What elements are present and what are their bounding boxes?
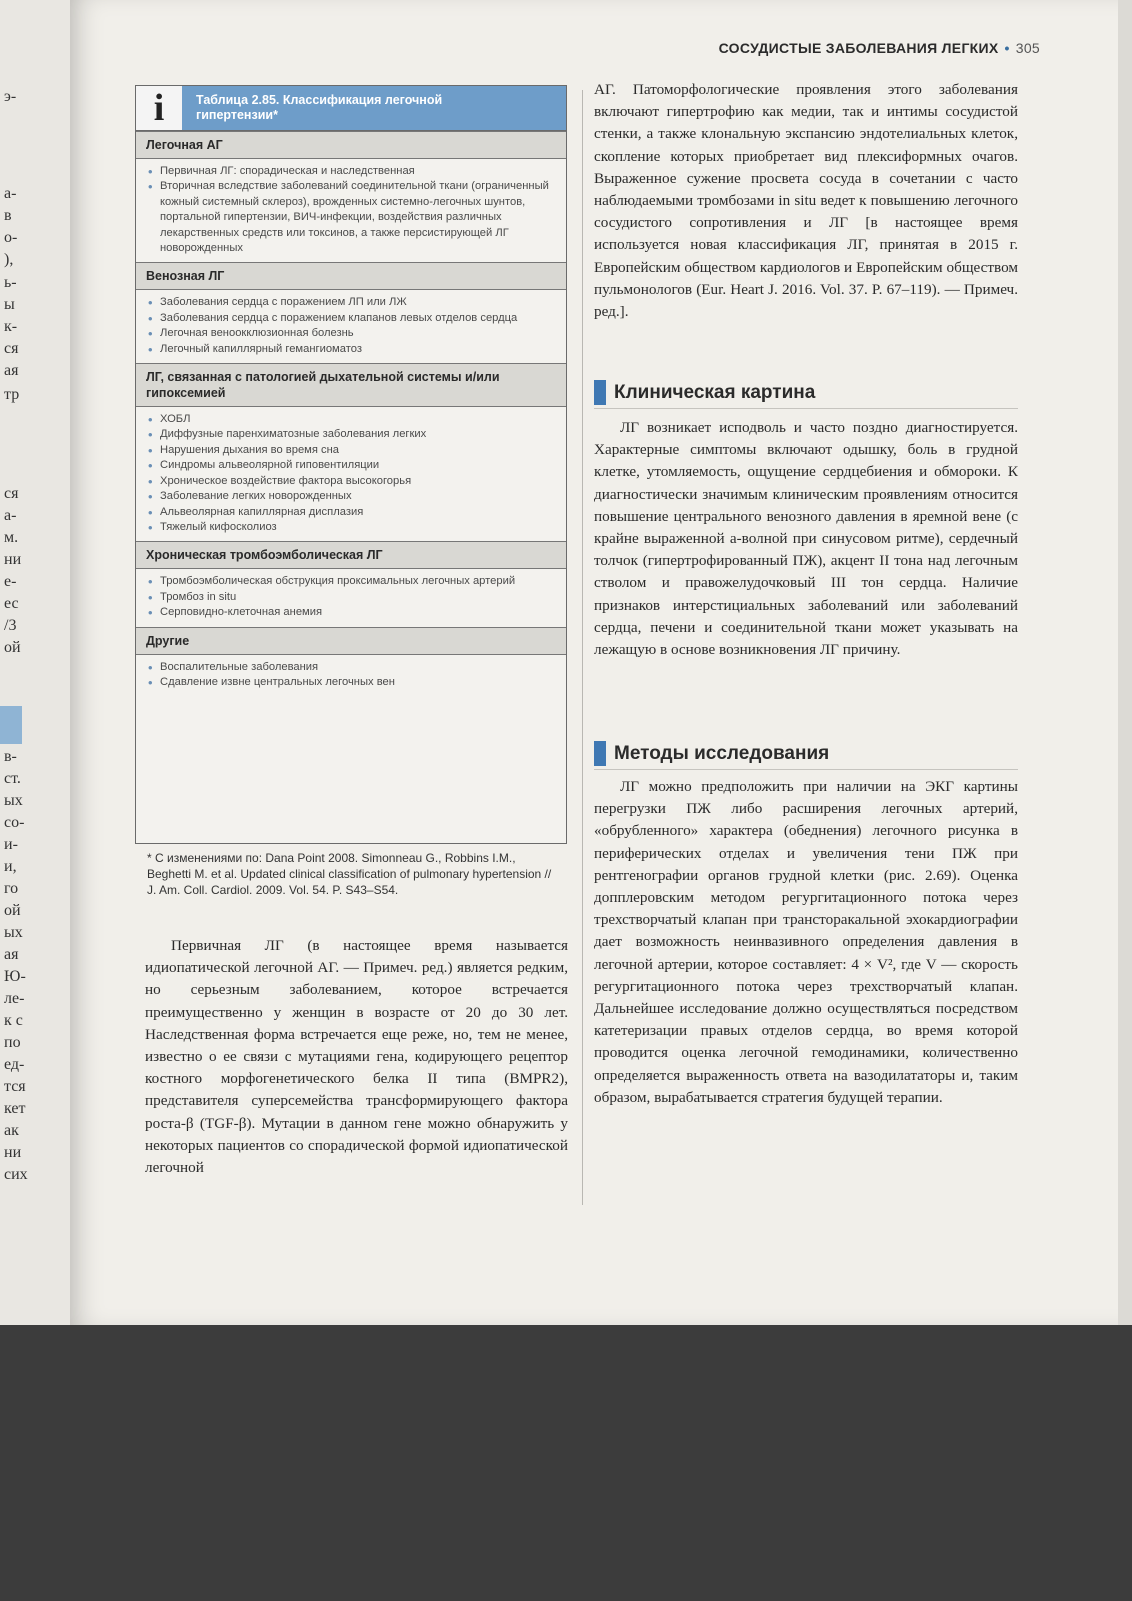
previous-page-fragment: со-	[4, 814, 25, 831]
bullet-icon: •	[148, 589, 153, 605]
previous-page-fragment: м.	[4, 529, 19, 546]
methods-paragraph: ЛГ можно предположить при наличии на ЭКГ картины перегрузки ПЖ либо расширения легочных артерий, «обрубленного» характера (обеднения) легочного рисунка в периферических отделах и увеличения тени ПЖ при рентгенографии органов грудной клетки (рис. 2.69). Оценка допплеровским методом регургитационного потока через трехстворчатый клапан при трансторакальной эхокардиографии дает возможность неинвазивного определения давления в легочной артерии, которое составляет: 4 × V², где V — скорость регургитационного потока через трехстворчатый клапан. Дальнейшее исследование должно осуществляться посредством катетеризации правых отделов сердца, во время которой проводится оценка легочной гемодинамики, количественно определяется выраженность ответа на вазодилататоры и, таким образом, вырабатывается стратегия будущей терапии.	[594, 778, 1018, 1106]
table-section-header: Другие	[136, 627, 566, 655]
table-list-item	[148, 675, 556, 690]
table-list-item-text: Легочный капиллярный гемангиоматоз	[160, 342, 362, 355]
previous-page-fragment: к с	[4, 1012, 23, 1029]
previous-page-fragment: /3	[4, 617, 17, 634]
table-list-item	[148, 326, 556, 341]
bullet-icon: •	[148, 442, 153, 458]
heading-bar	[594, 741, 606, 766]
table-list-item-text: Тромбоэмболическая обструкция проксимальных легочных артерий	[160, 575, 516, 588]
previous-page-fragment: ),	[4, 251, 14, 268]
previous-page-fragment: по	[4, 1034, 21, 1051]
bullet-icon: •	[148, 427, 153, 443]
table-section-body	[136, 159, 566, 262]
previous-page-fragment: ых	[4, 792, 23, 809]
table-list-item	[148, 342, 556, 357]
table-list-item-text: Первичная ЛГ: спорадическая и наследственная	[160, 165, 415, 177]
previous-page-fragment: в	[4, 207, 12, 224]
running-head	[600, 40, 1040, 56]
table-list-item	[148, 489, 556, 504]
previous-page-fragment: ь-	[4, 274, 17, 291]
previous-page-fragment: тся	[4, 1078, 26, 1095]
heading-methods-text: Методы исследования	[614, 742, 830, 764]
bullet-icon: •	[148, 519, 153, 535]
page-number: 305	[1015, 40, 1040, 56]
table-list-item-text: Серповидно-клеточная анемия	[160, 606, 323, 619]
bullet-icon: •	[148, 295, 153, 311]
table-list-item-text: Альвеолярная капиллярная дисплазия	[160, 505, 364, 518]
previous-page-fragment: е-	[4, 573, 17, 590]
heading-clinical-text: Клиническая картина	[614, 381, 816, 403]
previous-page-fragment: ед-	[4, 1056, 25, 1073]
table-section-header: Хроническая тромбоэмболическая ЛГ	[136, 541, 566, 569]
bullet-icon: •	[148, 341, 153, 357]
table-list-item	[148, 520, 556, 535]
table-list-item-text: ХОБЛ	[160, 413, 191, 426]
running-head-separator: •	[1004, 40, 1010, 56]
bullet-icon: •	[148, 473, 153, 489]
previous-page-fragment: сих	[4, 1166, 28, 1183]
previous-page-fragment: ся	[4, 340, 19, 357]
table-list-item	[148, 443, 556, 458]
bullet-icon: •	[148, 310, 153, 326]
table-section-body	[136, 407, 566, 541]
right-intro-paragraph: АГ. Патоморфологические проявления этого заболевания включают гипертрофию как медии, так и интимы сосудистой стенки, а также клональную экспансию эндотелиальных клеток, скопление которых приобретает вид плексиформных очагов. Выраженное сужение просвета сосуда в сочетании с часто наблюдаемыми тромбозами in situ ведет к повышению легочного сосудистого сопротивления и ЛГ [в настоящее время используется новая классификация ЛГ, принятая в 2015 г. Европейским обществом кардиологов и Европейским обществом пульмонологов (Eur. Heart J. 2016. Vol. 37. P. 67–119). — Примеч. ред.].	[594, 81, 1018, 321]
previous-page-fragment: го	[4, 880, 19, 897]
column-divider	[582, 90, 583, 1205]
previous-page-fragment: ой	[4, 639, 21, 656]
bullet-icon: •	[148, 659, 153, 675]
table-list-item	[148, 474, 556, 489]
previous-page-fragment: о-	[4, 229, 18, 246]
previous-page-fragment: к-	[4, 318, 18, 335]
heading-clinical	[594, 380, 815, 405]
table-list-item	[148, 505, 556, 520]
previous-page-fragment: ст.	[4, 770, 21, 787]
table-list-item-text: Сдавление извне центральных легочных вен	[160, 675, 395, 688]
previous-page-fragment: ая	[4, 362, 19, 379]
table-list-item	[148, 590, 556, 605]
table-list-item-text: Заболевания сердца с поражением ЛП или ЛЖ	[160, 296, 407, 309]
table-list-item	[148, 660, 556, 675]
scanner-background	[0, 1325, 1132, 1601]
previous-page-fragment: а-	[4, 185, 17, 202]
previous-page-blue-mark	[0, 706, 22, 744]
info-icon: i	[136, 86, 182, 130]
table-list-item-text: Тяжелый кифосколиоз	[160, 520, 277, 533]
table-list-item	[148, 574, 556, 589]
bullet-icon: •	[148, 504, 153, 520]
previous-page-fragment: Ю-	[4, 968, 26, 985]
table-list-item-text: Синдромы альвеолярной гиповентиляции	[160, 459, 380, 472]
bullet-icon: •	[148, 164, 153, 179]
table-list-item-text: Диффузные паренхиматозные заболевания легких	[160, 428, 427, 441]
table-list-item-text: Вторичная вследствие заболеваний соединительной ткани (ограниченный кожный системный склероз), врожденных системно-легочных шунтов, портальной гипертензии, ВИЧ-инфекции, воздействия различных лекарственных средств или токсинов, а также персистирующей ЛГ новорожденных	[160, 180, 549, 255]
running-head-title: СОСУДИСТЫЕ ЗАБОЛЕВАНИЯ ЛЕГКИХ	[718, 40, 999, 56]
table-section-header: ЛГ, связанная с патологией дыхательной системы и/или гипоксемией	[136, 363, 566, 407]
page-edge-shade	[1118, 0, 1132, 1325]
table-section-body	[136, 655, 566, 697]
previous-page-fragment: и,	[4, 858, 17, 875]
bullet-icon: •	[148, 179, 153, 195]
heading-bar	[594, 380, 606, 405]
previous-page-fragment: ни	[4, 551, 22, 568]
table-list-item	[148, 164, 556, 179]
table-section-header: Легочная АГ	[136, 131, 566, 159]
previous-page-fragment: тр	[4, 386, 20, 403]
clinical-paragraph: ЛГ возникает исподволь и часто поздно диагностируется. Характерные симптомы включают одышку, боль в грудной клетке, утомляемость, ощущение сердцебиения и обмороки. К диагностически значимым клиническим проявлениям относится повышение центрального венозного давления в яремной вене (с крайне выраженной а-волной при синусовом ритме), сердечный толчок (гипертрофированный ПЖ), акцент II тона над легочным стволом и правожелудочковый III тон сердца. Наличие признаков интерстициальных заболеваний или заболеваний сердца, печени и соединительной ткани может указывать на лежащую в основе возникновения ЛГ причину.	[594, 419, 1018, 659]
table-list-item	[148, 605, 556, 620]
previous-page-fragment: ых	[4, 924, 23, 941]
heading-rule	[594, 769, 1018, 770]
table-header	[136, 86, 566, 131]
bullet-icon: •	[148, 326, 153, 342]
previous-page-fragment: в-	[4, 748, 17, 765]
table-footnote: * С изменениями по: Dana Point 2008. Simonneau G., Robbins I.M., Beghetti M. et al. Updated clinical classification of pulmonary hypertension // J. Am. Coll. Cardiol. 2009. Vol. 54. P. S43–S54.	[147, 851, 552, 897]
heading-methods	[594, 741, 829, 766]
bullet-icon: •	[148, 458, 153, 474]
previous-page-fragment: ес	[4, 595, 19, 612]
previous-page-fragment: ой	[4, 902, 21, 919]
bullet-icon: •	[148, 574, 153, 590]
previous-page-fragment: э-	[4, 88, 17, 105]
bullet-icon: •	[148, 605, 153, 621]
table-section-body	[136, 290, 566, 363]
heading-rule	[594, 408, 1018, 409]
previous-page-fragment: ле-	[4, 990, 25, 1007]
bullet-icon: •	[148, 489, 153, 505]
previous-page-fragment: ся	[4, 485, 19, 502]
table-section-body	[136, 569, 566, 626]
table-list-item-text: Легочная веноокклюзионная болезнь	[160, 327, 354, 340]
previous-page-fragment: а-	[4, 507, 17, 524]
previous-page-fragment: ы	[4, 296, 15, 313]
table-list-item	[148, 412, 556, 427]
previous-page-fragment: ни	[4, 1144, 22, 1161]
previous-page-edge	[0, 0, 71, 1325]
table-list-item-text: Нарушения дыхания во время сна	[160, 443, 340, 456]
table-list-item-text: Заболевание легких новорожденных	[160, 490, 352, 503]
table-list-item-text: Воспалительные заболевания	[160, 660, 319, 673]
table-title: Таблица 2.85. Классификация легочной гипертензии*	[196, 93, 443, 122]
table-list-item	[148, 295, 556, 310]
table-list-item-text: Тромбоз in situ	[160, 590, 237, 603]
bullet-icon: •	[148, 412, 153, 428]
previous-page-fragment: ак	[4, 1122, 19, 1139]
table-list-item	[148, 458, 556, 473]
table-list-item-text: Заболевания сердца с поражением клапанов левых отделов сердца	[160, 311, 518, 324]
table-list-item-text: Хроническое воздействие фактора высокогорья	[160, 474, 412, 487]
bullet-icon: •	[148, 674, 153, 690]
previous-page-fragment: кет	[4, 1100, 26, 1117]
classification-table	[135, 85, 567, 844]
previous-page-fragment: ая	[4, 946, 19, 963]
table-section-header: Венозная ЛГ	[136, 262, 566, 290]
previous-page-fragment: и-	[4, 836, 18, 853]
table-list-item	[148, 179, 556, 256]
table-list-item	[148, 427, 556, 442]
table-list-item	[148, 311, 556, 326]
left-paragraph: Первичная ЛГ (в настоящее время называется идиопатической легочной АГ. — Примеч. ред.) является редким, но серьезным заболеванием, которое встречается преимущественно у женщин в возрасте от 20 до 30 лет. Наследственная форма встречается еще реже, но, тем не менее, известно о ее связи с мутациями гена, кодирующего рецептор костного морфогенетического белка II типа (BMPR2), представителя суперсемейства трансформирующего фактора роста-β (TGF-β). Мутации в данном гене можно обнаружить у некоторых пациентов со спорадической формой идиопатической легочной	[145, 937, 568, 1177]
